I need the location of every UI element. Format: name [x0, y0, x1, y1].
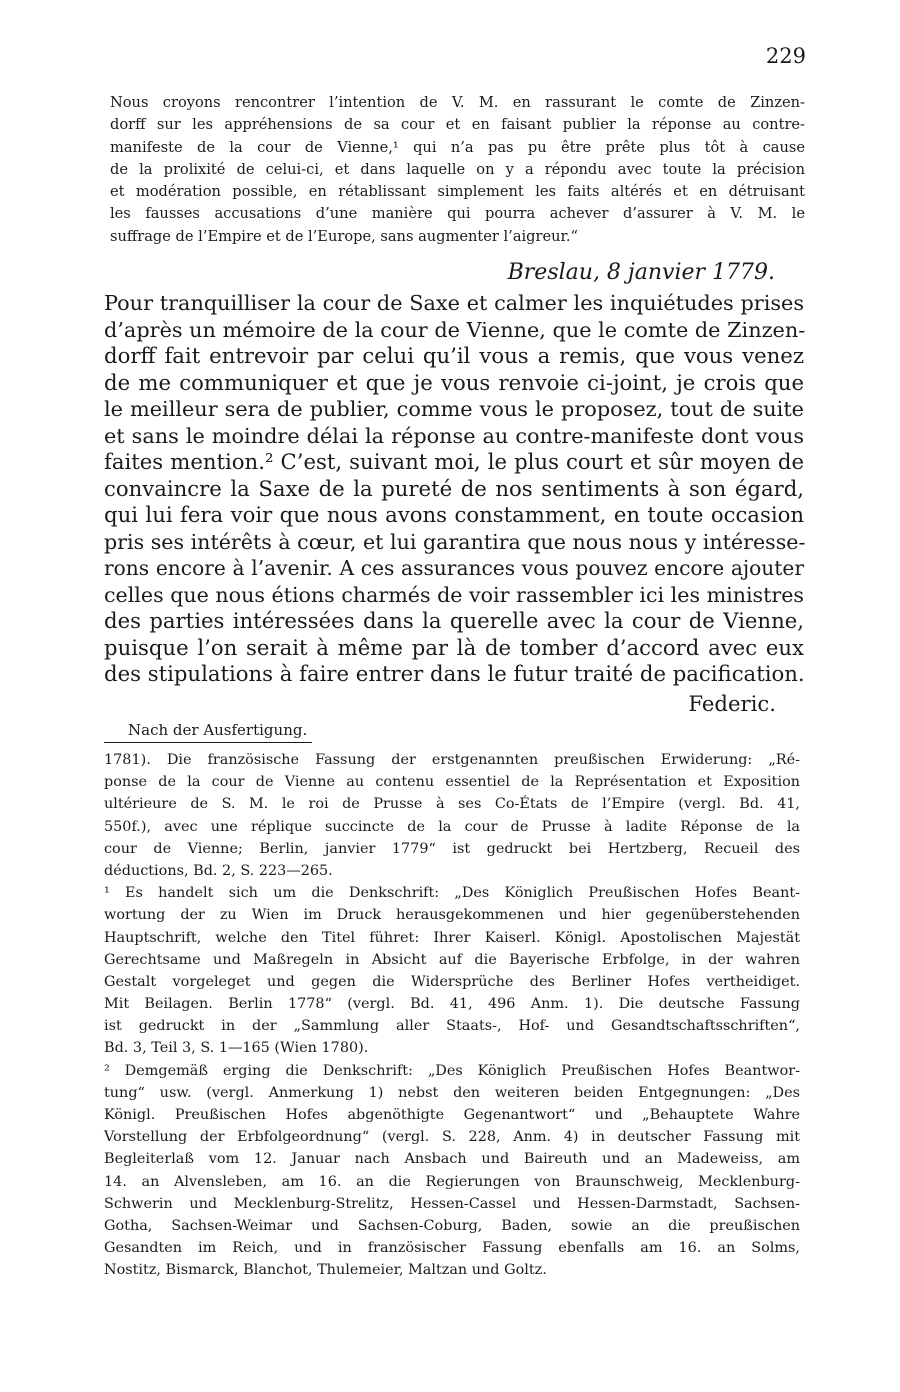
letter-signature: Federic. [688, 691, 776, 716]
footnotes [104, 749, 800, 1282]
quote-line: et modération possible, en rétablissant simplement les faits altérés et en détruisant [110, 183, 805, 201]
letter-line: qui lui fera voir que nous avons constamment, en toute occasion [104, 502, 804, 527]
letter-line: dorff fait entrevoir par celui qu’il vous a remis, que vous venez [104, 343, 804, 368]
page-number: 229 [765, 44, 806, 68]
footnote-line: Schwerin und Mecklenburg-Strelitz, Hessen-Cassel und Hessen-Darmstadt, Sachsen- [104, 1195, 800, 1212]
quote-line: manifeste de la cour de Vienne,¹ qui n’a pas pu être prête plus tôt à cause [110, 138, 805, 156]
letter-dateline: Breslau, 8 janvier 1779. [507, 260, 775, 285]
footnote-divider [104, 742, 312, 743]
footnote-line: ¹ Es handelt sich um die Denkschrift: „Des Königlich Preußischen Hofes Beant- [104, 885, 800, 902]
footnote-line: tung“ usw. (vergl. Anmerkung 1) nebst den weiteren beiden Entgegnungen: „Des [104, 1084, 800, 1101]
letter-line: le meilleur sera de publier, comme vous le proposez, tout de suite [104, 397, 804, 421]
footnote-line: Gesandten im Reich, und in französischer Fassung ebenfalls am 16. an Solms, [104, 1240, 800, 1257]
footnote-line: ist gedruckt in der „Sammlung aller Staats-, Hof- und Gesandtschaftsschriften“, [104, 1018, 800, 1035]
footnote-line: Gotha, Sachsen-Weimar und Sachsen-Coburg, Baden, sowie an die preußischen [104, 1217, 800, 1234]
footnote-line: Nostitz, Bismarck, Blanchot, Thulemeier, Maltzan und Goltz. [104, 1262, 547, 1279]
letter-body [104, 290, 804, 688]
footnote-line: déductions, Bd. 2, S. 223—265. [104, 862, 333, 879]
footnote-line: Vorstellung der Erbfolgeordnung“ (vergl. S. 228, Anm. 4) in deutscher Fassung mit [104, 1129, 800, 1146]
footnote-line: 14. an Alvensleben, am 16. an die Regierungen von Braunschweig, Mecklenburg- [104, 1173, 800, 1190]
quote-line: dorff sur les appréhensions de sa cour et en faisant publier la réponse au contre- [110, 116, 805, 134]
footnote-line: ultérieure de S. M. le roi de Prusse à ses Co-États de l’Empire (vergl. Bd. 41, [104, 796, 800, 813]
footnote-line: 550f.), avec une réplique succincte de la cour de Prusse à ladite Réponse de la [104, 818, 800, 835]
footnote-line: Bd. 3, Teil 3, S. 1—165 (Wien 1780). [104, 1040, 369, 1057]
letter-line: convaincre la Saxe de la pureté de nos sentiments à son égard, [104, 475, 804, 501]
footnote-line: cour de Vienne; Berlin, janvier 1779“ ist gedruckt bei Hertzberg, Recueil des [104, 840, 800, 857]
source-note: Nach der Ausfertigung. [128, 721, 308, 739]
letter-line: d’après un mémoire de la cour de Vienne, que le comte de Zinzen- [104, 317, 806, 342]
footnote-line: Königl. Preußischen Hofes abgenöthigte Gegenantwort“ und „Behauptete Wahre [104, 1107, 800, 1123]
quote-line: les fausses accusations d’une manière qui pourra achever d’assurer à V. M. le [110, 205, 805, 223]
quote-line: suffrage de l’Empire et de l’Europe, sans augmenter l’aigreur.“ [110, 227, 579, 245]
footnote-line: wortung der zu Wien im Druck herausgekommenen und hier gegenüberstehenden [104, 907, 800, 924]
quote-line: de la prolixité de celui-ci, et dans laquelle on y a répondu avec toute la précision [110, 160, 805, 178]
letter-line: pris ses intérêts à cœur, et lui garantira que nous nous y intéresse- [104, 529, 806, 554]
letter-line: rons encore à l’avenir. A ces assurances vous pouvez encore ajouter [104, 556, 804, 580]
letter-line: puisque l’on serait à même par là de tomber d’accord avec eux [104, 634, 804, 660]
letter-line: celles que nous étions charmés de voir rassembler ici les ministres [104, 582, 804, 607]
footnote-line: ponse de la cour de Vienne au contenu essentiel de la Représentation et Exposition [104, 774, 800, 791]
footnote-line: Hauptschrift, welche den Titel führet: Ihrer Kaiserl. Königl. Apostolischen Majestät [104, 929, 800, 946]
letter-line: de me communiquer et que je vous renvoie ci-joint, je crois que [104, 369, 804, 395]
footnote-line: Begleiterlaß vom 12. Januar nach Ansbach und Baireuth und an Madeweiss, am [104, 1151, 800, 1168]
footnote-line: Mit Beilagen. Berlin 1778“ (vergl. Bd. 41, 496 Anm. 1). Die deutsche Fassung [104, 996, 800, 1013]
footnote-line: ² Demgemäß erging die Denkschrift: „Des Königlich Preußischen Hofes Beantwor- [104, 1062, 800, 1079]
quoted-passage [110, 92, 805, 248]
footnote-line: Gestalt vorgeleget und gegen die Widersprüche des Berliner Hofes vertheidiget. [104, 973, 800, 990]
letter-line: des parties intéressées dans la querelle avec la cour de Vienne, [104, 608, 804, 633]
footnote-line: 1781). Die französische Fassung der erstgenannten preußischen Erwiderung: „Ré- [104, 752, 800, 768]
letter-line: faites mention.² C’est, suivant moi, le plus court et sûr moyen de [104, 449, 804, 474]
quote-line: Nous croyons rencontrer l’intention de V. M. en rassurant le comte de Zinzen- [110, 94, 805, 111]
letter-line: des stipulations à faire entrer dans le futur traité de pacification. [104, 661, 805, 686]
letter-line: et sans le moindre délai la réponse au contre-manifeste dont vous [104, 423, 804, 448]
letter-line: Pour tranquilliser la cour de Saxe et calmer les inquiétudes prises [104, 291, 804, 315]
footnote-line: Gerechtsame und Maßregeln in Absicht auf die Bayerische Erbfolge, in der wahren [104, 951, 800, 968]
